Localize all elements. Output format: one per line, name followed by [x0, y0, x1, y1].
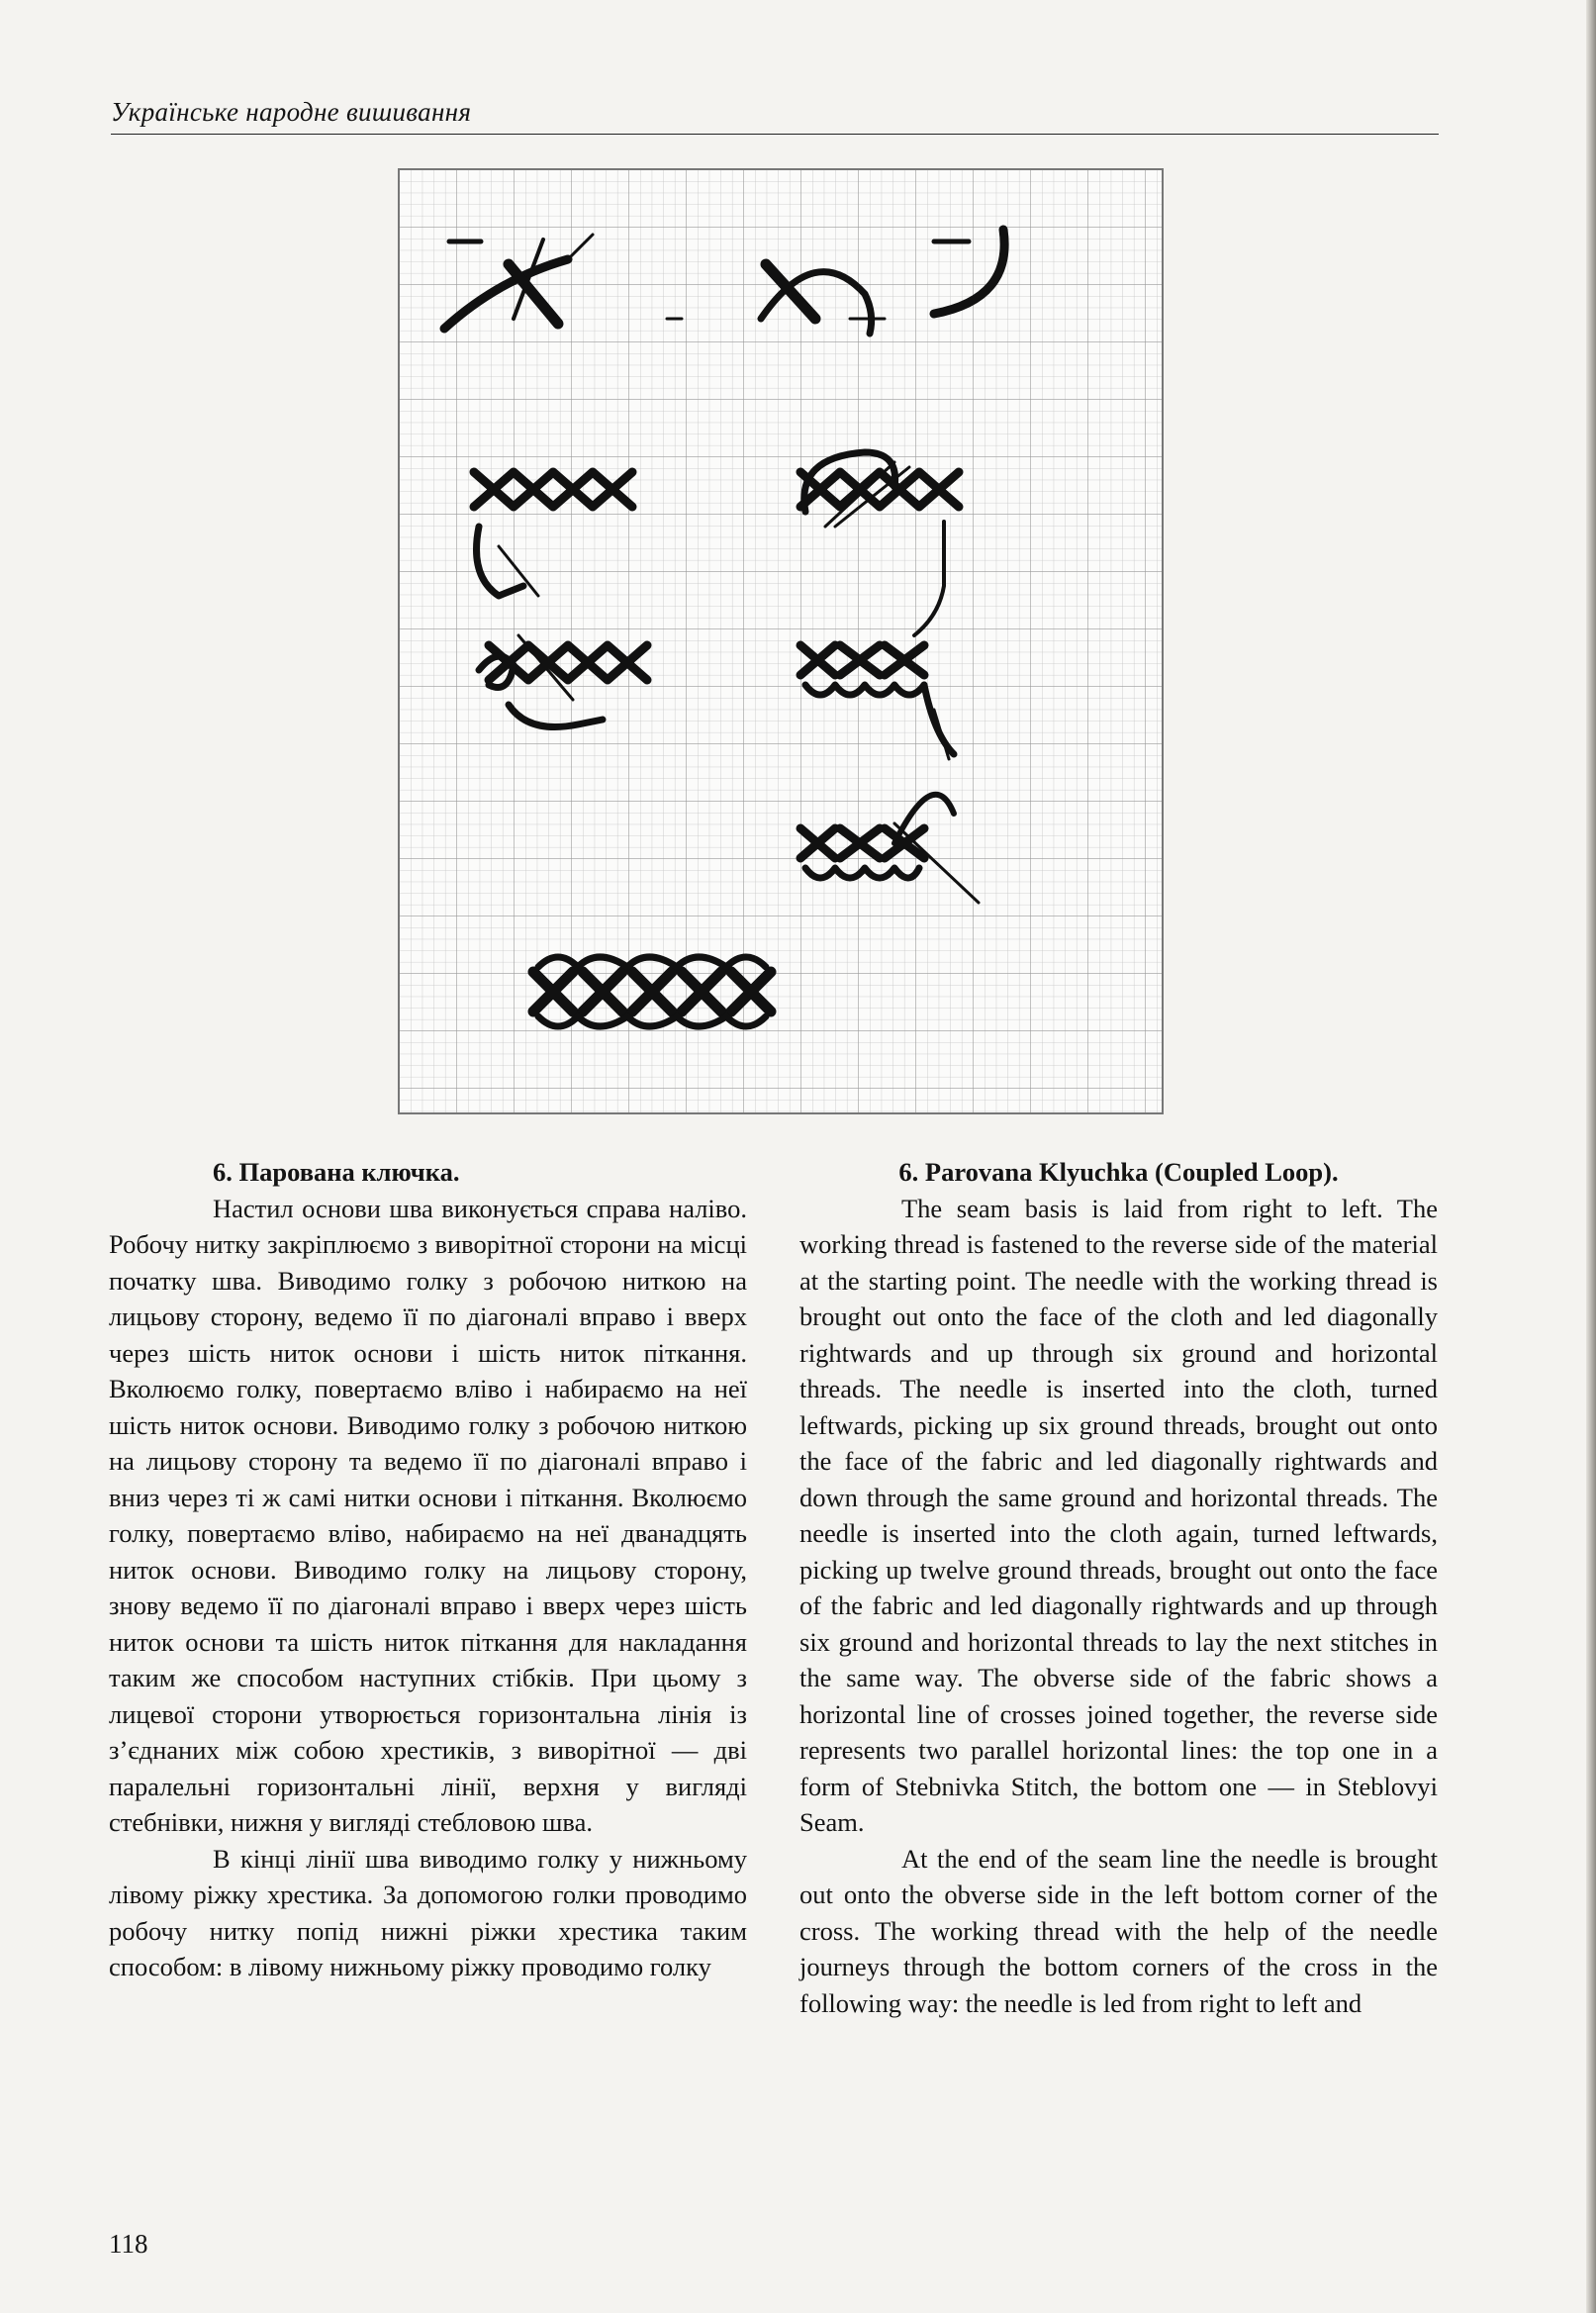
running-title: Українське народне вишивання [111, 97, 1439, 135]
section-heading-en: 6. Parovana Klyuchka (Coupled Loop). [898, 1157, 1339, 1187]
ukrainian-text-column [109, 1154, 747, 1985]
section-heading-uk: 6. Парована ключка. [213, 1157, 460, 1187]
paragraph-uk-1: Настил основи шва виконується справа наліво. Робочу нитку закріплюємо з виворітної сторони на місці початку шва. Виводимо голку з робочою ниткою на лицьову сторону, ведемо її по діагоналі вправо і вверх через шість ниток основи і шість ниток піткання. Вколюємо голку, повертаємо вліво і набираємо на неї шість ниток основи. Виводимо голку з робочою ниткою на лицьову сторону та ведемо її по діагоналі вправо і вниз через ті ж самі нитки основи і піткання. Вколюємо голку, повертаємо вліво, набираємо на неї дванадцять ниток основи. Виводимо голку на лицьову сторону, знову ведемо її по діагоналі вправо і вверх через шість ниток основи та шість ниток піткання для накладання таким же способом наступних стібків. При цьому з лицевої сторони утворюється горизонтальна лінія із з’єднаних між собою хрестиків, з виворітної — дві паралельні горизонтальні лінії, верхня у вигляді стебнівки, нижня у вигляді стебловою шва. [109, 1193, 747, 1837]
page-number: 118 [109, 2229, 148, 2259]
paragraph-en-1: The seam basis is laid from right to left. The working thread is fastened to the reverse side of the material at the starting point. The needle with the working thread is brought out onto the face of the cloth and led diagonally rightwards and up through six ground and horizontal threads. The needle is inserted into the cloth, turned leftwards, picking up six ground threads, brought out onto the face of the fabric and led diagonally rightwards and down through the same ground and horizontal threads. The needle is inserted into the cloth again, turned leftwards, picking up twelve ground threads, brought out onto the face of the fabric and led diagonally rightwards and up through six ground and horizontal threads to lay the next stitches in the same way. The obverse side of the fabric shows a horizontal line of crosses joined together, the reverse side represents two parallel horizontal lines: the top one in a form of Stebnivka Stitch, the bottom one — in Steblovyi Seam. [799, 1193, 1438, 1837]
stitch-diagram-figure [398, 168, 1164, 1114]
grid-major [400, 170, 1162, 1112]
paragraph-uk-2: В кінці лінії шва виводимо голку у нижньому лівому ріжку хрестика. За допомогою голки проводимо робочу нитку попід нижні ріжки хрестика таким способом: в лівому нижньому ріжку проводимо голку [109, 1843, 747, 1981]
paragraph-en-2: At the end of the seam line the needle is brought out onto the obverse side in the left bottom corner of the cross. The working thread with the help of the needle journeys through the bottom corners of the cross in the following way: the needle is led from right to left and [799, 1843, 1438, 2018]
page-edge-shadow [1586, 0, 1596, 2313]
english-text-column [799, 1154, 1438, 2021]
